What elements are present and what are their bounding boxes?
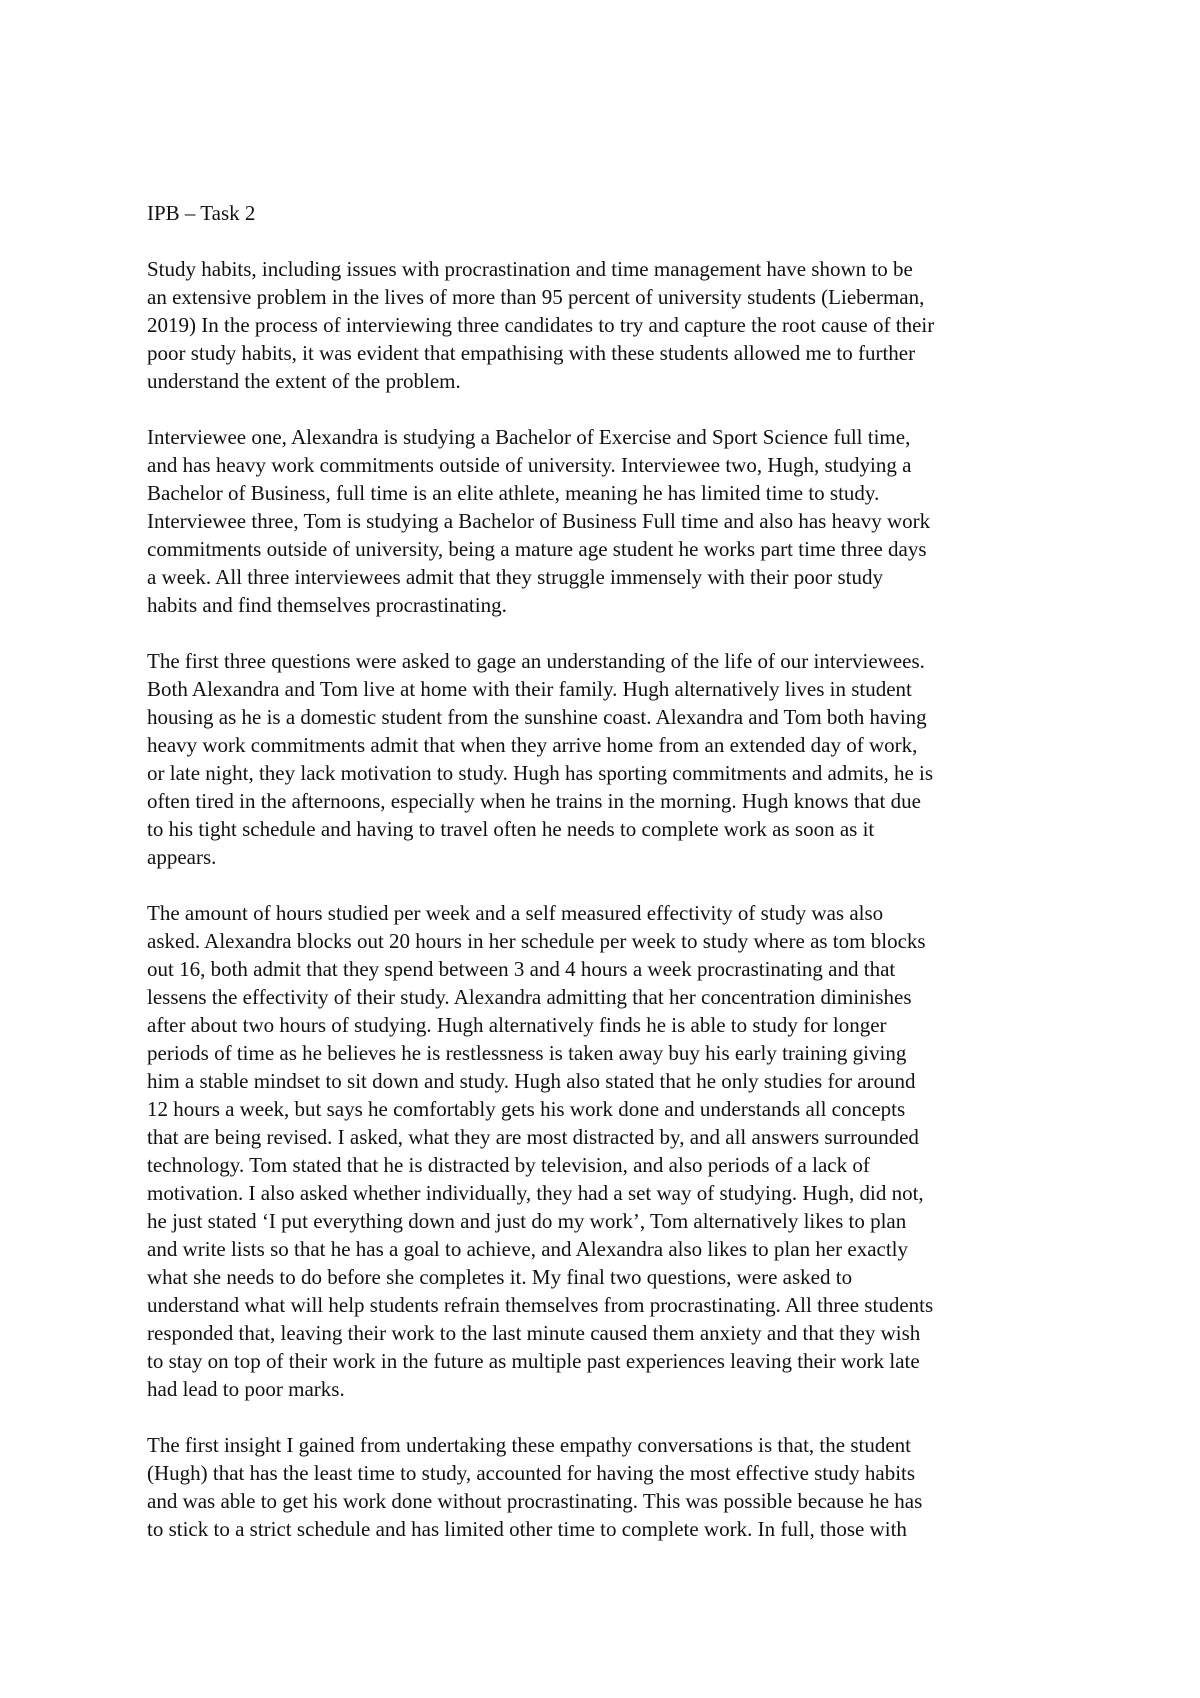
text-line: motivation. I also asked whether individually, they had a set way of studying. Hugh, did not,: [147, 1181, 924, 1205]
text-line: The amount of hours studied per week and a self measured effectivity of study was also: [147, 901, 884, 925]
text-line: a week. All three interviewees admit that they struggle immensely with their poor study: [147, 565, 883, 589]
text-line: out 16, both admit that they spend between 3 and 4 hours a week procrastinating and that: [147, 957, 896, 981]
text-line: periods of time as he believes he is restlessness is taken away buy his early training giving: [147, 1041, 907, 1065]
text-line: The first three questions were asked to gage an understanding of the life of our interviewees.: [147, 649, 925, 673]
text-line: housing as he is a domestic student from the sunshine coast. Alexandra and Tom both having: [147, 705, 927, 729]
document-title: IPB – Task 2: [147, 201, 256, 225]
paragraph-study-hours: [147, 899, 1092, 1403]
text-line: 2019) In the process of interviewing three candidates to try and capture the root cause of their: [147, 313, 935, 337]
text-line: Study habits, including issues with procrastination and time management have shown to be: [147, 257, 913, 281]
text-line: and write lists so that he has a goal to achieve, and Alexandra also likes to plan her exactly: [147, 1237, 909, 1261]
text-line: what she needs to do before she completes it. My final two questions, were asked to: [147, 1265, 853, 1289]
text-line: lessens the effectivity of their study. Alexandra admitting that her concentration diminishes: [147, 985, 912, 1009]
paragraph-interviewees: [147, 423, 1092, 619]
text-line: technology. Tom stated that he is distracted by television, and also periods of a lack of: [147, 1153, 870, 1177]
text-line: 12 hours a week, but says he comfortably gets his work done and understands all concepts: [147, 1097, 906, 1121]
text-line: an extensive problem in the lives of more than 95 percent of university students (Lieberman,: [147, 285, 925, 309]
text-line: Both Alexandra and Tom live at home with their family. Hugh alternatively lives in student: [147, 677, 912, 701]
text-line: Interviewee three, Tom is studying a Bachelor of Business Full time and also has heavy work: [147, 509, 931, 533]
text-line: he just stated ‘I put everything down and just do my work’, Tom alternatively likes to plan: [147, 1209, 907, 1233]
text-line: often tired in the afternoons, especially when he trains in the morning. Hugh knows that due: [147, 789, 921, 813]
text-line: heavy work commitments admit that when they arrive home from an extended day of work,: [147, 733, 918, 757]
text-line: asked. Alexandra blocks out 20 hours in her schedule per week to study where as tom blocks: [147, 929, 926, 953]
text-line: to stay on top of their work in the future as multiple past experiences leaving their work late: [147, 1349, 920, 1373]
document-body: [147, 199, 1092, 1571]
text-line: (Hugh) that has the least time to study, accounted for having the most effective study habits: [147, 1461, 916, 1485]
text-line: to stick to a strict schedule and has limited other time to complete work. In full, those with: [147, 1517, 907, 1541]
text-line: Bachelor of Business, full time is an elite athlete, meaning he has limited time to study.: [147, 481, 880, 505]
text-line: to his tight schedule and having to travel often he needs to complete work as soon as it: [147, 817, 875, 841]
text-line: him a stable mindset to sit down and study. Hugh also stated that he only studies for around: [147, 1069, 916, 1093]
text-line: appears.: [147, 845, 217, 869]
text-line: after about two hours of studying. Hugh alternatively finds he is able to study for longer: [147, 1013, 887, 1037]
text-line: understand what will help students refrain themselves from procrastinating. All three students: [147, 1293, 934, 1317]
text-line: habits and find themselves procrastinating.: [147, 593, 507, 617]
text-line: and has heavy work commitments outside of university. Interviewee two, Hugh, studying a: [147, 453, 912, 477]
text-line: commitments outside of university, being a mature age student he works part time three days: [147, 537, 927, 561]
text-line: Interviewee one, Alexandra is studying a Bachelor of Exercise and Sport Science full time,: [147, 425, 911, 449]
text-line: that are being revised. I asked, what they are most distracted by, and all answers surrounded: [147, 1125, 919, 1149]
text-line: and was able to get his work done without procrastinating. This was possible because he has: [147, 1489, 923, 1513]
text-line: had lead to poor marks.: [147, 1377, 345, 1401]
paragraph-intro: [147, 255, 1092, 395]
text-line: understand the extent of the problem.: [147, 369, 461, 393]
paragraph-first-insight: [147, 1431, 1092, 1543]
text-line: poor study habits, it was evident that empathising with these students allowed me to further: [147, 341, 916, 365]
text-line: or late night, they lack motivation to study. Hugh has sporting commitments and admits, he is: [147, 761, 934, 785]
text-line: responded that, leaving their work to the last minute caused them anxiety and that they wish: [147, 1321, 921, 1345]
paragraph-first-questions: [147, 647, 1092, 871]
text-line: The first insight I gained from undertaking these empathy conversations is that, the student: [147, 1433, 911, 1457]
